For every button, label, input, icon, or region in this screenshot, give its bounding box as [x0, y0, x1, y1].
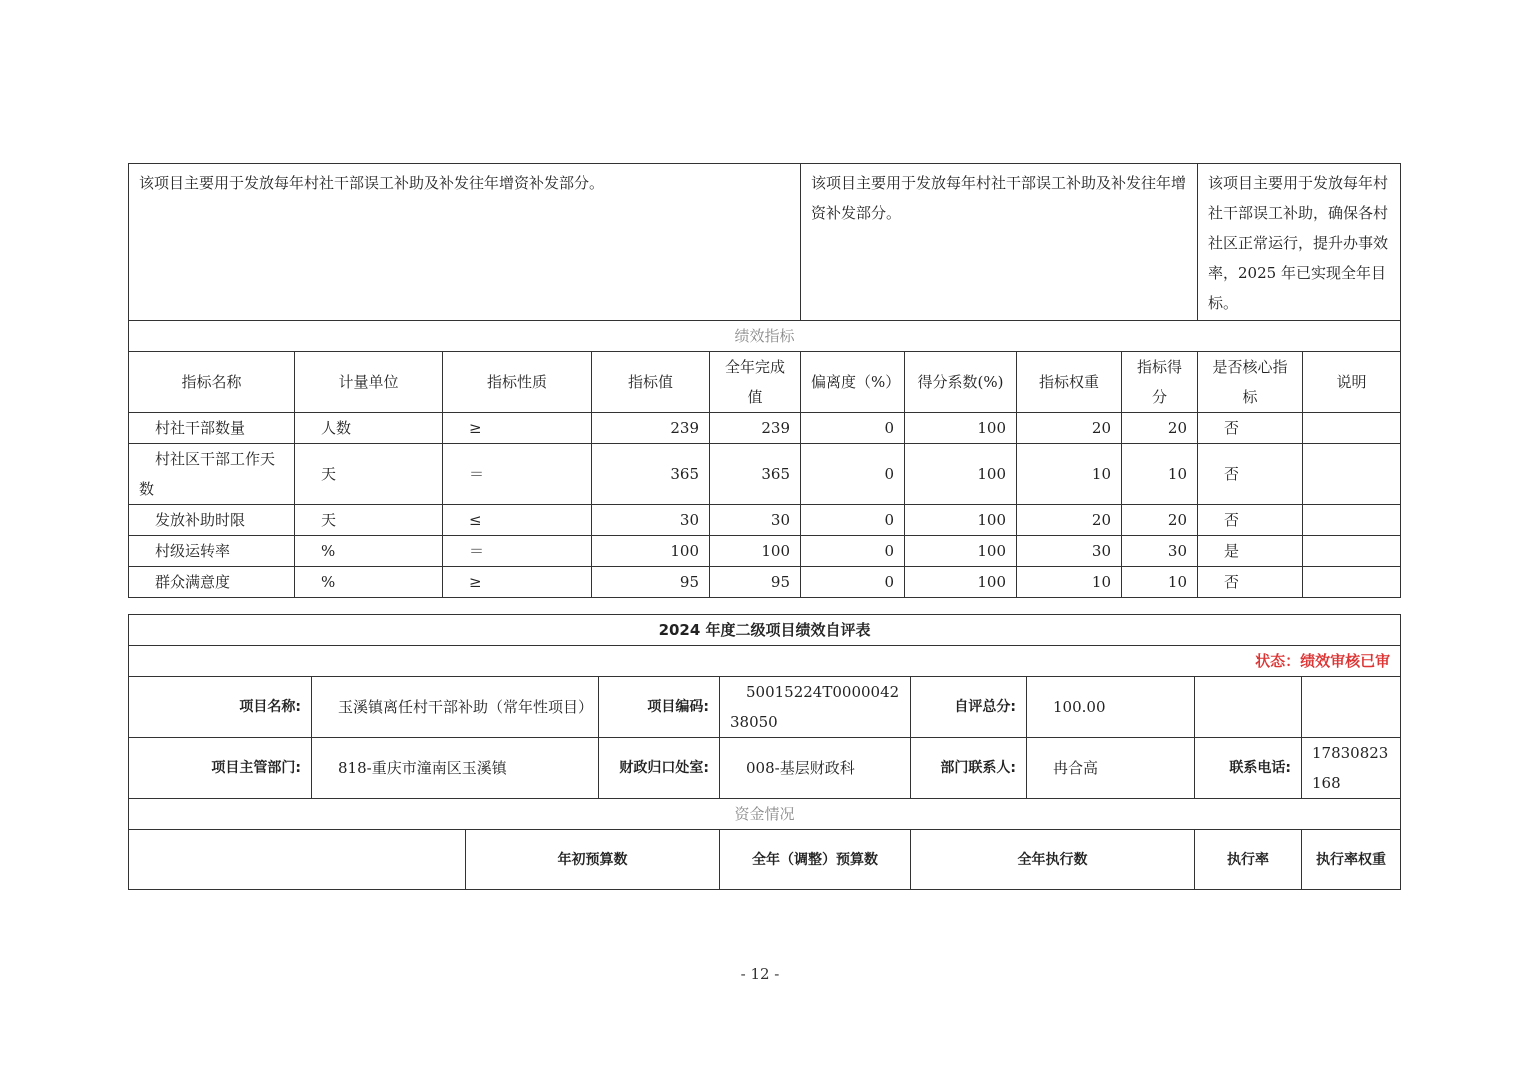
phone-value: 17830823168	[1302, 738, 1401, 799]
indicator-deviation: 0	[801, 567, 905, 598]
funds-header: 年初预算数	[466, 830, 720, 890]
indicator-note	[1303, 413, 1401, 444]
indicator-target: 239	[592, 413, 710, 444]
contact-label: 部门联系人:	[911, 738, 1027, 799]
indicator-coef: 100	[905, 413, 1017, 444]
indicator-name: 发放补助时限	[129, 505, 295, 536]
table-row	[129, 505, 1401, 536]
indicator-unit: 天	[295, 505, 443, 536]
funds-header: 执行率	[1195, 830, 1302, 890]
description-row	[129, 164, 1401, 321]
empty-cell	[1302, 677, 1401, 738]
table-title: 2024 年度二级项目绩效自评表	[129, 615, 1401, 646]
description-cell: 该项目主要用于发放每年村社干部误工补助及补发往年增资补发部分。	[129, 164, 801, 321]
dept-value: 818-重庆市潼南区玉溪镇	[312, 738, 599, 799]
indicator-note	[1303, 505, 1401, 536]
indicator-core: 否	[1198, 567, 1303, 598]
phone-label: 联系电话:	[1195, 738, 1302, 799]
indicator-coef: 100	[905, 536, 1017, 567]
indicator-deviation: 0	[801, 444, 905, 505]
description-cell: 该项目主要用于发放每年村社干部误工补助，确保各村社区正常运行，提升办事效率，2025 年已实现全年目标。	[1198, 164, 1401, 321]
indicator-coef: 100	[905, 567, 1017, 598]
funds-header: 执行率权重	[1302, 830, 1401, 890]
indicator-unit: 人数	[295, 413, 443, 444]
indicator-score: 10	[1122, 444, 1198, 505]
funds-header: 全年执行数	[911, 830, 1195, 890]
indicator-name: 村社区干部工作天数	[129, 444, 295, 505]
indicator-actual: 239	[710, 413, 801, 444]
indicator-target: 365	[592, 444, 710, 505]
column-header: 得分系数(%)	[905, 352, 1017, 413]
indicator-unit: 天	[295, 444, 443, 505]
funds-header: 全年（调整）预算数	[720, 830, 911, 890]
total-score-label: 自评总分:	[911, 677, 1027, 738]
status-label: 状态：绩效审核已审	[129, 646, 1401, 677]
project-code-value: 50015224T000004238050	[720, 677, 911, 738]
indicator-coef: 100	[905, 444, 1017, 505]
column-header: 指标性质	[443, 352, 592, 413]
column-header: 计量单位	[295, 352, 443, 413]
indicator-score: 20	[1122, 413, 1198, 444]
indicator-name: 群众满意度	[129, 567, 295, 598]
indicator-name: 村社干部数量	[129, 413, 295, 444]
funds-section-title: 资金情况	[129, 799, 1401, 830]
header-row	[129, 352, 1401, 413]
column-header: 指标得分	[1122, 352, 1198, 413]
indicator-weight: 10	[1017, 444, 1122, 505]
indicator-target: 30	[592, 505, 710, 536]
self-evaluation-table	[128, 614, 1401, 890]
column-header: 是否核心指标	[1198, 352, 1303, 413]
table-row	[129, 413, 1401, 444]
total-score-value: 100.00	[1027, 677, 1195, 738]
indicator-actual: 100	[710, 536, 801, 567]
indicator-unit: %	[295, 567, 443, 598]
indicator-coef: 100	[905, 505, 1017, 536]
performance-indicator-table	[128, 163, 1401, 598]
indicator-score: 20	[1122, 505, 1198, 536]
column-header: 偏离度（%）	[801, 352, 905, 413]
indicator-nature: ＝	[443, 536, 592, 567]
indicator-actual: 30	[710, 505, 801, 536]
indicator-target: 100	[592, 536, 710, 567]
indicator-weight: 20	[1017, 505, 1122, 536]
finance-value: 008-基层财政科	[720, 738, 911, 799]
indicator-score: 10	[1122, 567, 1198, 598]
indicator-target: 95	[592, 567, 710, 598]
indicator-deviation: 0	[801, 505, 905, 536]
section-title: 绩效指标	[129, 321, 1401, 352]
indicator-nature: ≥	[443, 567, 592, 598]
indicator-deviation: 0	[801, 413, 905, 444]
indicator-actual: 95	[710, 567, 801, 598]
project-name-label: 项目名称:	[129, 677, 312, 738]
finance-label: 财政归口处室:	[599, 738, 720, 799]
project-code-label: 项目编码:	[599, 677, 720, 738]
indicator-note	[1303, 536, 1401, 567]
indicator-core: 是	[1198, 536, 1303, 567]
column-header: 指标值	[592, 352, 710, 413]
empty-cell	[1195, 677, 1302, 738]
page-number: - 12 -	[740, 965, 780, 983]
indicator-weight: 10	[1017, 567, 1122, 598]
project-info-row	[129, 677, 1401, 738]
indicator-nature: ≤	[443, 505, 592, 536]
indicator-deviation: 0	[801, 536, 905, 567]
indicator-weight: 20	[1017, 413, 1122, 444]
description-cell: 该项目主要用于发放每年村社干部误工补助及补发往年增资补发部分。	[801, 164, 1198, 321]
contact-value: 冉合高	[1027, 738, 1195, 799]
table-row	[129, 567, 1401, 598]
indicator-core: 否	[1198, 505, 1303, 536]
project-name-value: 玉溪镇离任村干部补助（常年性项目）	[312, 677, 599, 738]
indicator-actual: 365	[710, 444, 801, 505]
indicator-weight: 30	[1017, 536, 1122, 567]
indicator-core: 否	[1198, 413, 1303, 444]
department-info-row	[129, 738, 1401, 799]
table-row	[129, 444, 1401, 505]
table-row	[129, 536, 1401, 567]
indicator-score: 30	[1122, 536, 1198, 567]
column-header: 全年完成值	[710, 352, 801, 413]
indicator-note	[1303, 567, 1401, 598]
indicator-nature: ＝	[443, 444, 592, 505]
indicator-note	[1303, 444, 1401, 505]
column-header: 说明	[1303, 352, 1401, 413]
indicator-name: 村级运转率	[129, 536, 295, 567]
indicator-unit: %	[295, 536, 443, 567]
dept-label: 项目主管部门:	[129, 738, 312, 799]
funds-header-row	[129, 830, 1401, 890]
column-header: 指标名称	[129, 352, 295, 413]
empty-cell	[129, 830, 466, 890]
indicator-core: 否	[1198, 444, 1303, 505]
column-header: 指标权重	[1017, 352, 1122, 413]
indicator-nature: ≥	[443, 413, 592, 444]
